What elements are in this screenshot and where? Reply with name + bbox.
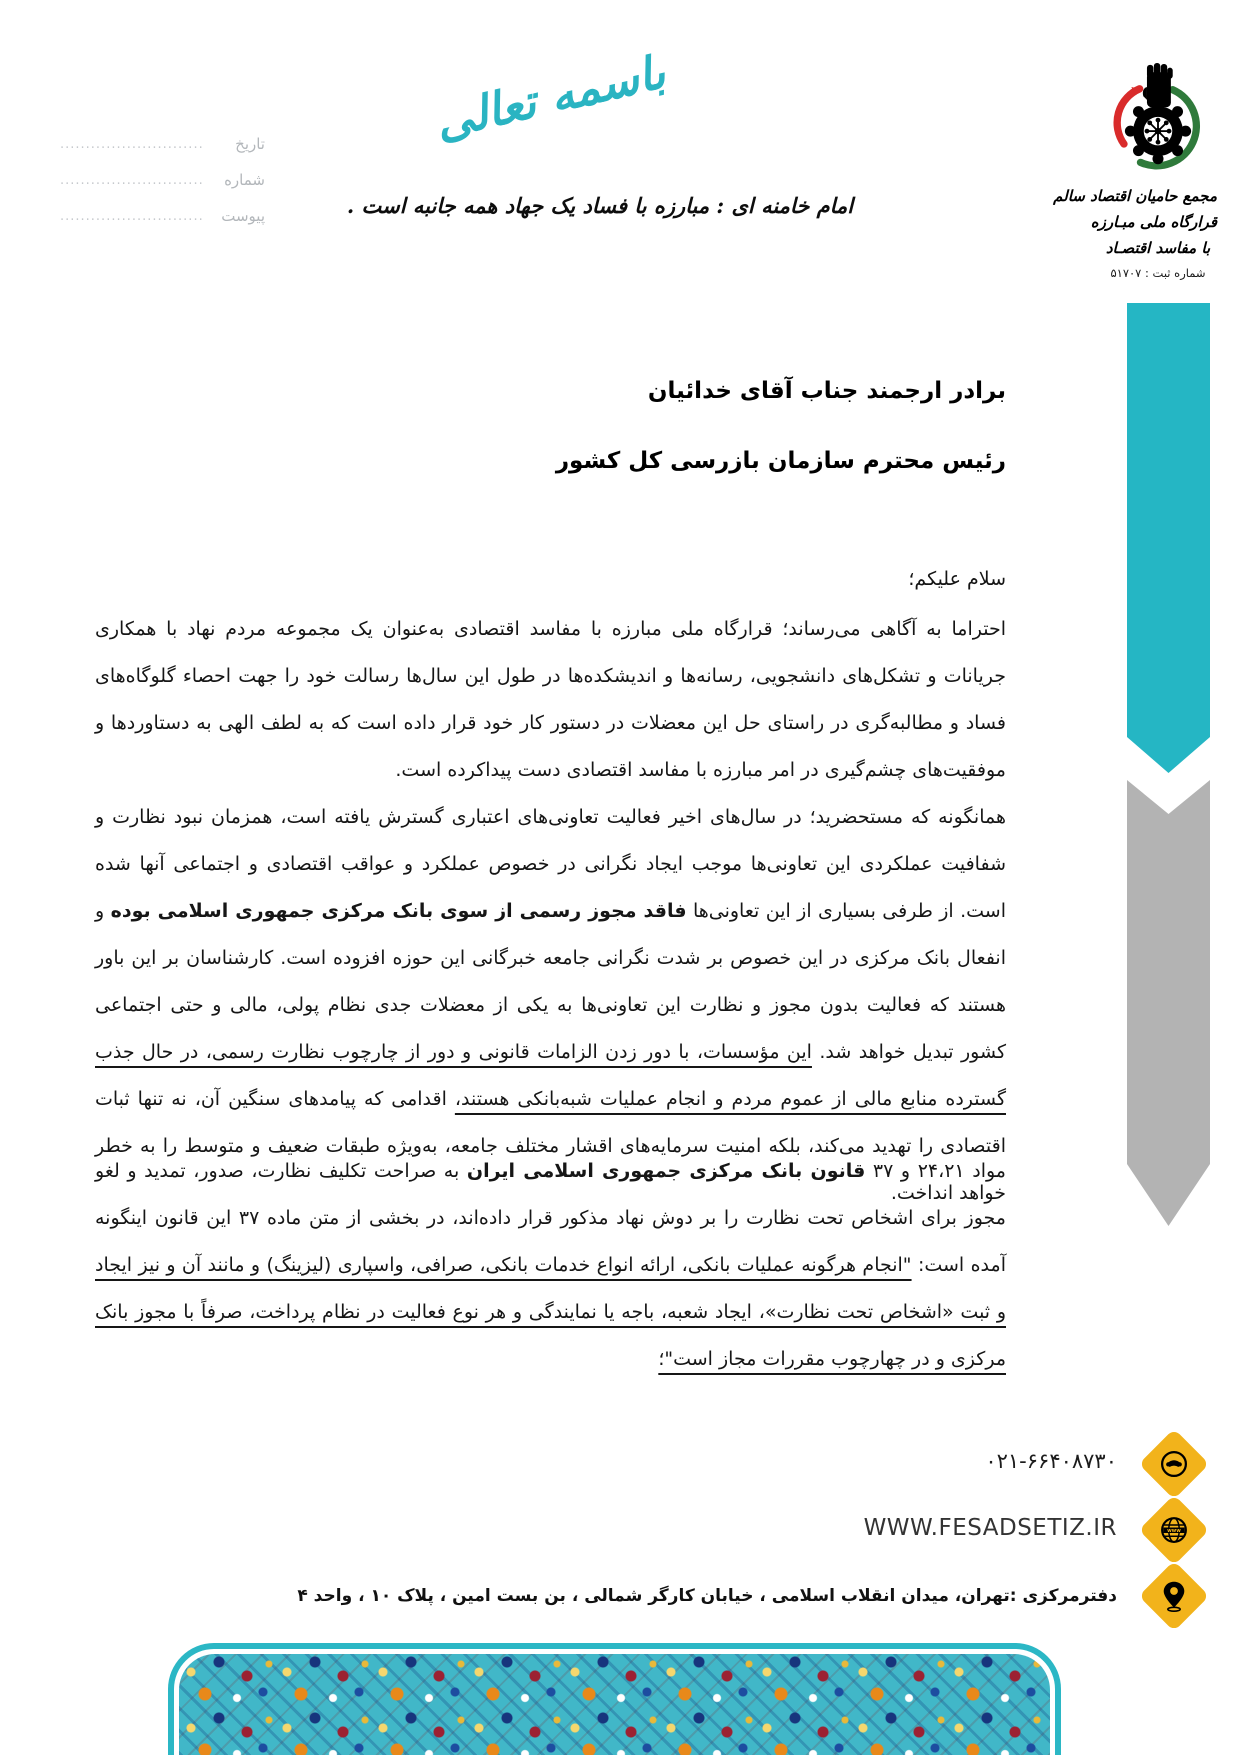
phone-icon xyxy=(1159,1449,1189,1479)
bismillah-calligraphy: باسمه تعالی xyxy=(429,44,671,150)
date-field xyxy=(60,126,265,162)
attachment-dotted-line: ............................ xyxy=(60,208,204,224)
letter-meta-fields xyxy=(60,126,265,234)
teal-ribbon xyxy=(1127,303,1210,773)
phone-icon-badge xyxy=(1139,1429,1210,1500)
recipient-title: رئیس محترم سازمان بازرسی کل کشور xyxy=(555,448,1006,474)
location-pin-icon xyxy=(1160,1580,1188,1612)
phone-number: ۰۲۱-۶۶۴۰۸۷۳۰ xyxy=(985,1449,1117,1473)
decorative-tile-frame xyxy=(168,1643,1061,1755)
khamenei-quote: امام خامنه ای : مبارزه با فساد یک جهاد همه جانبه است . xyxy=(346,193,854,218)
number-dotted-line: ............................ xyxy=(60,172,204,188)
registration-number: شماره ثبت : ۵۱۷۰۷ xyxy=(1110,266,1206,281)
number-field xyxy=(60,162,265,198)
website-url: WWW.FESADSETIZ.IR xyxy=(863,1515,1117,1541)
letter-paragraph-3: مواد ۲۴،۲۱ و ۳۷ قانون بانک مرکزی جمهوری اسلامی ایران به صراحت تکلیف نظارت، صدور، تمدید و لغو مجوز برای اشخاص تحت نظارت را بر دوش نهاد مذکور قرار داده‌اند، در بخشی از متن ماده ۳۷ این قانون اینگونه آمده است: "انجام هرگونه عملیات بانکی، ارائه انواع خدمات بانکی، صرافی، واسپاری (لیزینگ) و مانند آن و نیز ایجاد و ثبت «اشخاص تحت نظارت»، ایجاد شعبه، باجه یا نمایندگی و هر نوع فعالیت در نظام پرداخت، صرفاً با مجوز بانک مرکزی و در چهارچوب مقررات مجاز است"؛ xyxy=(95,1160,1006,1370)
attachment-field xyxy=(60,198,265,234)
fist-gear-logo-icon xyxy=(1112,60,1204,182)
org-name-line3: با مفاسد اقتصـاد xyxy=(1105,238,1211,257)
address-icon-badge xyxy=(1139,1561,1210,1632)
floral-tile-pattern xyxy=(179,1654,1050,1755)
website-icon-badge xyxy=(1139,1495,1210,1566)
org-name-line2: قرارگاه ملی مبـارزه xyxy=(1090,212,1217,231)
recipient-name: برادر ارجمند جناب آقای خدائیان xyxy=(647,378,1006,404)
office-address: دفترمرکزی :تهران، میدان انقلاب اسلامی ، خیابان کارگر شمالی ، بن بست امین ، پلاک ۱۰ ، واحد ۴ xyxy=(297,1586,1117,1606)
svg-text:www: www xyxy=(1167,1528,1181,1535)
attachment-label: پیوست xyxy=(221,207,265,225)
organization-name xyxy=(1053,184,1217,261)
letter-paragraph-1: احتراما به آگاهی می‌رساند؛ قرارگاه ملی مبارزه با مفاسد اقتصادی به‌عنوان یک مجموعه مردم نهاد با همکاری جریانات و تشکل‌های دانشجویی، رسانه‌ها و اندیشکده‌ها در طول این سال‌ها رسالت خود را جهت احصاء گلوگاه‌های فساد و مطالبه‌گری در راستای حل این معضلات در دستور کار خود قرار داده است که به لطف الهی به دستاوردها و موفقیت‌های چشم‌گیری در امر مبارزه با مفاسد اقتصادی دست پیداکرده است. xyxy=(95,618,1006,781)
org-name-line1: مجمع حامیان اقتصاد سالم xyxy=(1053,187,1217,205)
number-label: شماره xyxy=(224,171,265,189)
globe-www-icon xyxy=(1159,1515,1189,1545)
date-label: تاریخ xyxy=(235,135,265,153)
letter-paragraph-2: همانگونه که مستحضرید؛ در سال‌های اخیر فعالیت تعاونی‌های اعتباری گسترش یافته است، همزمان نبود نظارت و شفافیت عملکردی این تعاونی‌ها موجب ایجاد نگرانی در خصوص عملکرد و عواقب اقتصادی و اجتماعی آنها شده است. از طرفی بسیاری از این تعاونی‌ها فاقد مجوز رسمی از سوی بانک مرکزی جمهوری اسلامی بوده و انفعال بانک مرکزی در این خصوص بر شدت نگرانی جامعه خبرگانی این حوزه افزوده است. کارشناسان بر این باور هستند که فعالیت بدون مجوز و نظارت این تعاونی‌ها به یکی از معضلات جدی نظام پولی، مالی و حتی اجتماعی کشور تبدیل خواهد شد. این مؤسسات، با دور زدن الزامات قانونی و دور از چارچوب نظارت رسمی، در حال جذب گسترده منابع مالی از عموم مردم و انجام عملیات شبه‌بانکی هستند، اقدامی که پیامدهای سنگین آن، نه تنها ثبات اقتصادی را تهدید می‌کند، بلکه امنیت سرمایه‌های اقشار مختلف جامعه، به‌ویژه طبقات ضعیف و متوسط را به خطر خواهد انداخت. xyxy=(95,806,1007,1204)
date-dotted-line: ............................ xyxy=(60,136,204,152)
organization-logo-block xyxy=(1053,60,1217,281)
salutation: سلام علیکم؛ xyxy=(908,568,1006,590)
gray-ribbon-tail xyxy=(1127,780,1210,1226)
